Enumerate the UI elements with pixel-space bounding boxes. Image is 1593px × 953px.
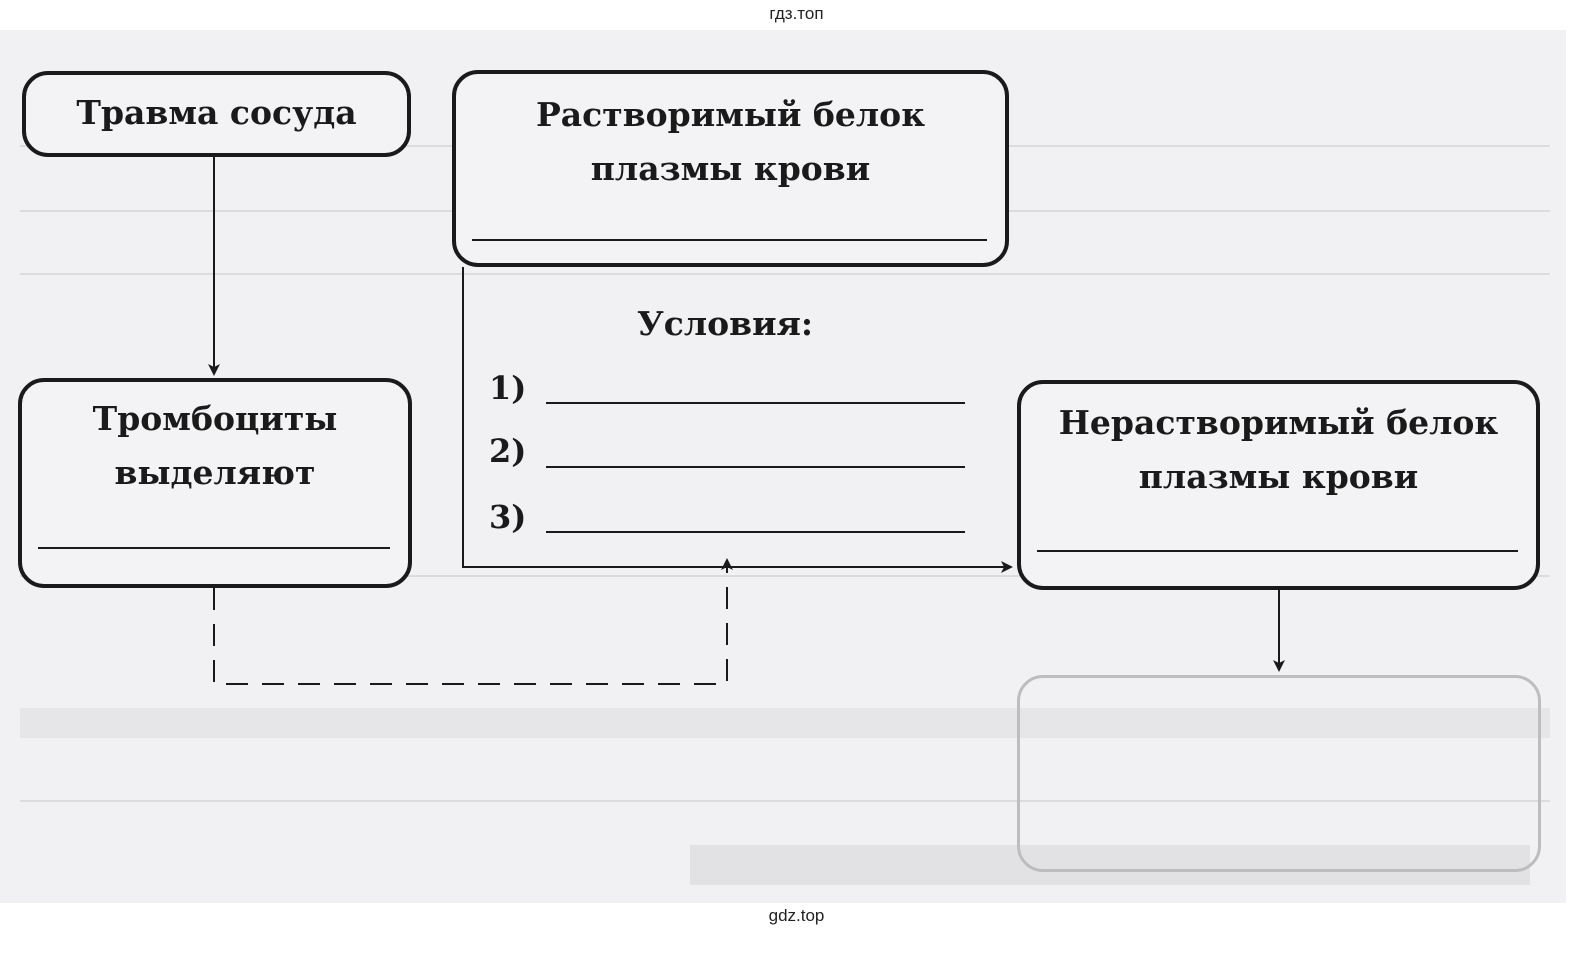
watermark-top: гдз.топ [769,4,824,23]
condition-number-2: 2) [489,432,527,470]
platelets-label-line2: выделяют [114,453,316,492]
insoluble-protein-label-line1: Нерастворимый белок [1058,403,1499,442]
condition-number-1: 1) [489,369,527,407]
condition-number-3: 3) [489,498,527,536]
vessel-injury-label: Травма сосуда [76,93,357,132]
arrow-soluble-to-insoluble [463,267,1011,567]
soluble-protein-label-line1: Растворимый белок [535,95,926,134]
platelets-label-line1: Тромбоциты [92,399,338,438]
watermark-bottom: gdz.top [768,906,825,925]
conditions-title: Условия: [637,304,814,343]
soluble-protein-label-line2: плазмы крови [590,149,871,188]
insoluble-protein-label-line2: плазмы крови [1138,457,1419,496]
arrow-platelets-to-conditions-dashed [214,560,727,684]
